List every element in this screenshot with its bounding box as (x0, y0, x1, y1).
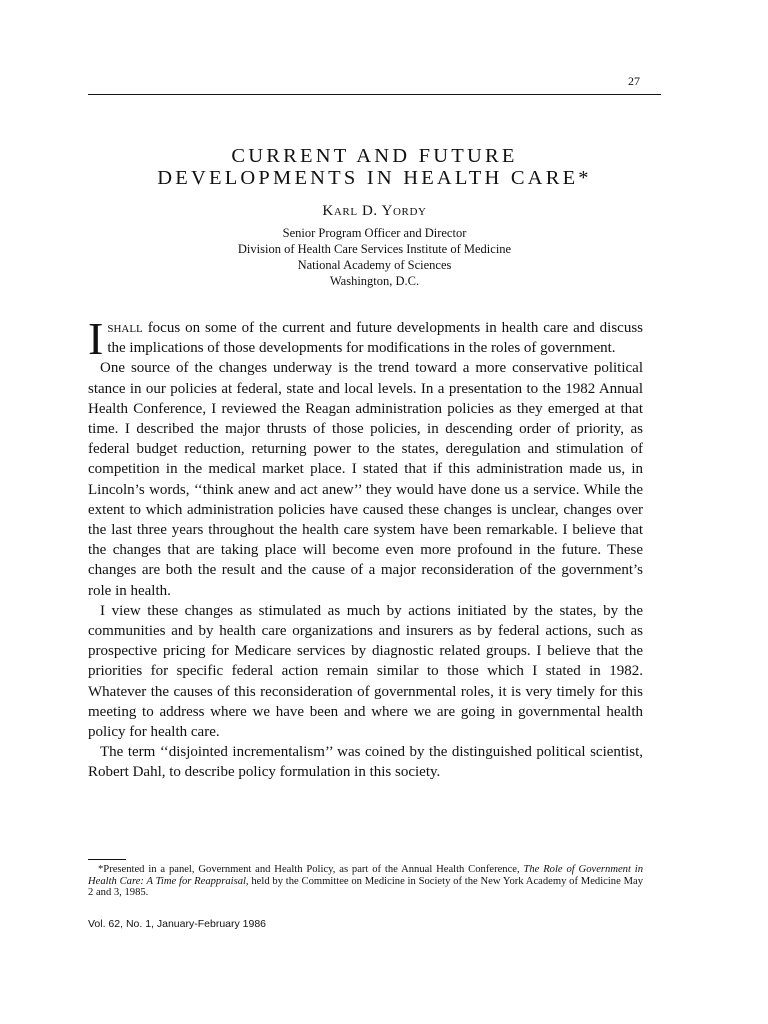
journal-footer: Vol. 62, No. 1, January-February 1986 (88, 918, 267, 930)
paragraph-2: One source of the changes underway is the trend toward a more conservative political stance in our policies at federal, state and local levels. In a presentation to the 1982 Annual Health Conference, I reviewed the Reagan administration policies as they emerged at that time. I described the major thrusts of those policies, in descending order of priority, as federal budget reduction, returning power to the states, deregulation and stimulation of competition in the medical market place. I stated that if this administration made us, in Lincoln’s words, ‘‘think anew and act anew’’ they would have done us a service. While the extent to which administration policies have caused these changes is unclear, changes over the last three years throughout the health care system have been remarkable. I believe that the changes that are taking place will become even more profound in the future. These changes are both the result and the cause of a major reconsideration of the government’s role in health. (88, 360, 643, 599)
paragraph-4: The term ‘‘disjointed incrementalism’’ was coined by the distinguished political scientist, Robert Dahl, to describe policy formulation in this society. (88, 744, 643, 781)
author-affiliation (88, 225, 661, 289)
article-body (88, 313, 643, 783)
title-line-2: DEVELOPMENTS IN HEALTH CARE* (157, 167, 592, 189)
affiliation-line-2: Division of Health Care Services Institute of Medicine (237, 242, 512, 256)
affiliation-line-1: Senior Program Officer and Director (282, 226, 467, 240)
footnote-text-end: held by the Committee on Medicine in Society of the New York Academy of Medicine May 2 and 3, 1985. (88, 875, 644, 898)
page-number: 27 (628, 74, 640, 88)
author-name: Karl D. Yordy (322, 203, 427, 219)
footnote-rule (88, 859, 126, 860)
footnote-text-start: *Presented in a panel, Government and Health Policy, as part of the Annual Health Conference, (98, 864, 524, 875)
paragraph-3: I view these changes as stimulated as much by actions initiated by the states, by the communities and by health care organizations and insurers as by federal actions, such as prospective pricing for Medicare services by diagnostic related groups. I believe that the priorities for specific federal action remain similar to those which I stated in 1982. Whatever the causes of this reconsideration of governmental roles, it is very timely for this meeting to address where we have been and where we are going in governmental health policy for health care. (88, 602, 643, 741)
paragraph-1 (88, 313, 643, 364)
affiliation-line-4: Washington, D.C. (329, 274, 420, 288)
drop-cap: I (88, 313, 104, 364)
header-rule (88, 94, 661, 95)
footnote (88, 864, 643, 899)
affiliation-line-3: National Academy of Sciences (297, 258, 452, 272)
opening-smallcaps: shall (107, 320, 143, 336)
article-title (88, 145, 661, 189)
footnote-italic-title: The Role of Government in Health Care: A Time for Reappraisal, (88, 864, 643, 887)
paragraph-1-text: focus on some of the current and future developments in health care and discuss the implications of those developments for modifications in the roles of government. (107, 320, 643, 357)
title-line-1: CURRENT AND FUTURE (231, 145, 518, 167)
